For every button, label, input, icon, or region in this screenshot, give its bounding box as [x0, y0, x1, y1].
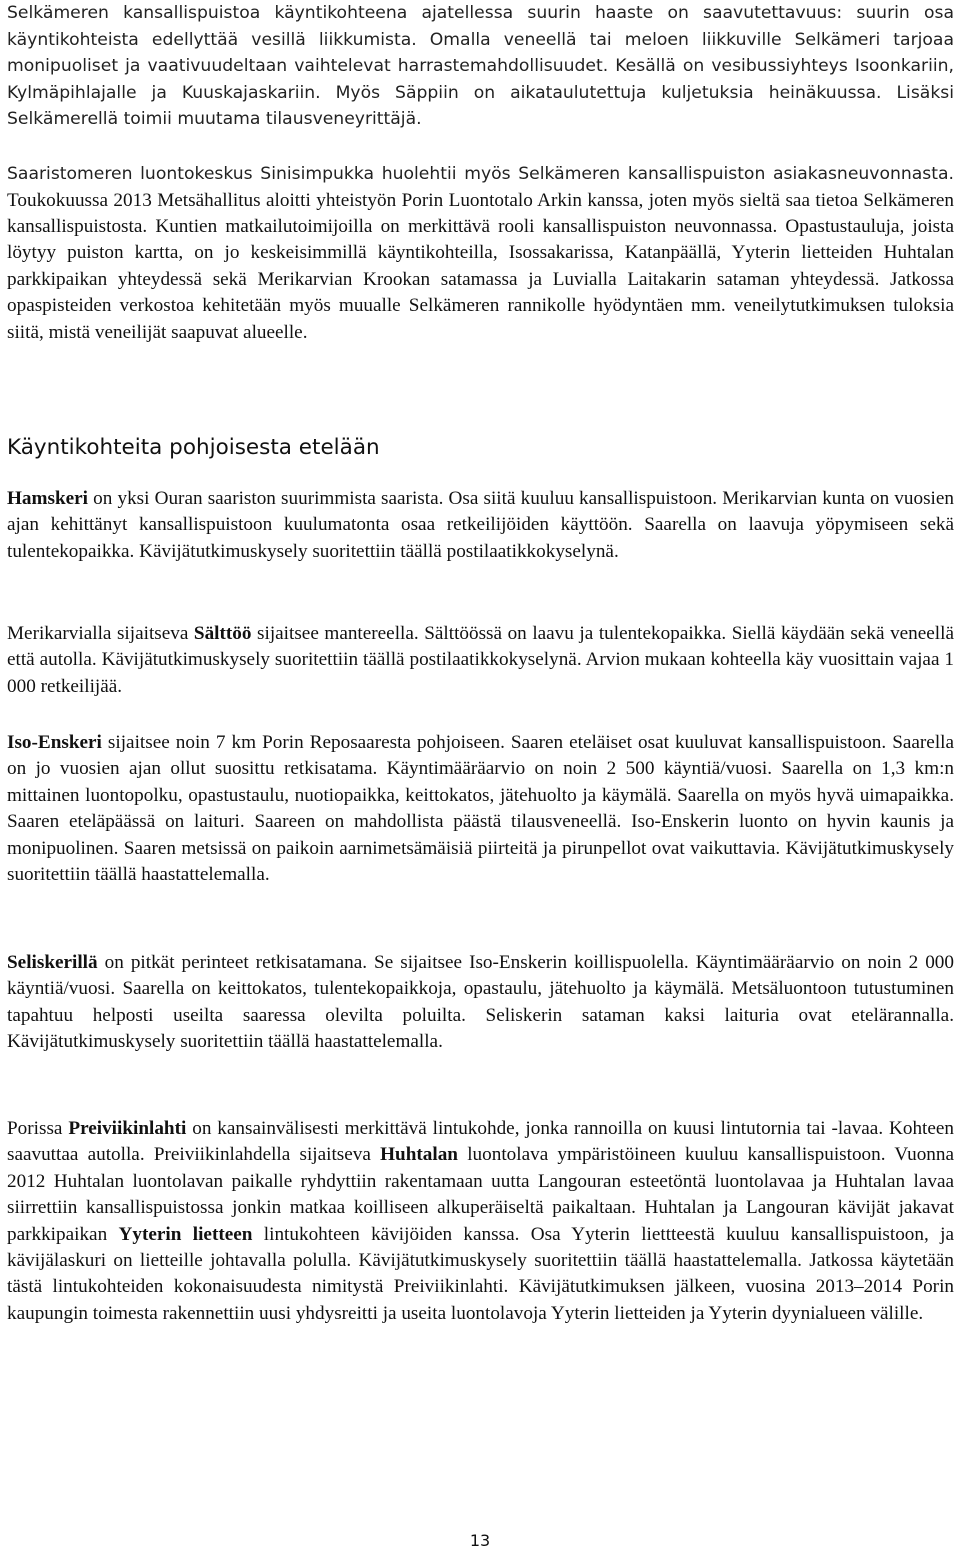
paragraph-seliskeri-text: on pitkät perinteet retkisatamana. Se sijaitsee Iso-Enskerin koillispuolella. Käyntimääräarvio on noin 2 000 käyntiä/vuosi. Saarella on keittokatos, tulentekopaikkoja, opastaulu, jätehuolto ja käymälä. Metsäluontoon tutustuminen tapahtuu helposti useilta saaressa olevilta poluilta. Seliskerin sataman kaksi laituria ovat etelärannalla. Kävijätutkimuskysely suoritettiin täällä haastattelemalla. — [7, 952, 954, 1053]
paragraph-visitor-services-intro: Saaristomeren luontokeskus Sinisimpukka huolehtii myös Selkämeren kansallispuiston asiakasneuvonnasta. — [7, 164, 954, 184]
page-number: 13 — [469, 1531, 491, 1550]
paragraph-iso-enskeri — [7, 730, 954, 888]
paragraph-salttoo-text: sijaitsee mantereella. Sälttöössä on laavu ja tulentekopaikka. Siellä käydään sekä veneellä että autolla. Kävijätutkimuskysely suoritettiin täällä postilaatikkokyselynä. Arvion mukaan kohteella käy vuosittain vajaa 1 000 retkeilijää. — [7, 623, 954, 697]
paragraph-preiviikinlahti — [7, 1116, 954, 1327]
paragraph-preiviikinlahti-text-3: lintukohteen kävijöiden kanssa. Osa Yyterin liettteestä kuuluu kansallispuistoon, ja kävijälaskuri on lietteille johtavalla polulla. Kävijätutkimuskysely suoritettiin täällä haastattelemalla. Jatkossa käytetään tästä lintukohteiden kokonaisuudesta nimitystä Preiviikinlahti. Kävijätutkimuksen jälkeen, vuosina 2013–2014 Porin kaupungin toimesta rakennettiin uusi yhdysreitti ja useita luontolavoja Yyterin lietteiden ja Yyterin dyynialueen välille. — [7, 1223, 954, 1324]
section-heading: Käyntikohteita pohjoisesta etelään — [7, 435, 380, 460]
paragraph-visitor-services-body: Toukokuussa 2013 Metsähallitus aloitti yhteistyön Porin Luontotalo Arkin kanssa, joten myös sieltä saa tietoa Selkämeren kansallispuistosta. Kuntien matkailutoimijoilla on merkittävä rooli kansallispuiston neuvonnassa. Opastustauluja, joista löytyy puiston kartta, on jo keskeisimmillä käyntikohteilla, Isossakarissa, Katanpäällä, Yyterin lietteiden Huhtalan parkkipaikan yhteydessä sekä Merikarvian Krookan satamassa ja Luvialla Laitakarin sataman yhteydessä. Jatkossa opaspisteiden verkostoa kehitetään myös muualle Selkämeren rannikolle hyödyntäen mm. veneilytutkimuksen tuloksia siitä, mistä veneilijät saapuvat alueelle. — [7, 189, 954, 343]
paragraph-preiviikinlahti-text-2: luontolava ympäristöineen kuuluu kansallispuistoon. Vuonna 2012 Huhtalan luontolavan paikalle ryhdyttiin rakentamaan uutta Langouran esteetöntä luontolavaa ja Huhtalan lavaa siirrettiin kansallispuistossa jonkin matkaa koilliseen alkuperäiseltä paikaltaan. Huhtalan ja Langouran kävijät jakavat parkkipaikan — [7, 1144, 955, 1245]
paragraph-hamskeri — [7, 486, 954, 565]
paragraph-salttoo — [7, 621, 954, 700]
paragraph-accessibility: Selkämeren kansallispuistoa käyntikohteena ajatellessa suurin haaste on saavutettavuus: suurin osa käyntikohteista edellyttää vesillä liikkumista. Omalla veneellä tai meloen liikkuville Selkämeri tarjoaa monipuoliset ja vaativuudeltaan vaihtelevat harrastemahdollisuudet. Kesällä on vesibussiyhteys Isoonkariin, Kylmäpihlajalle ja Kuuskajaskariin. Myös Säppiin on aikataulutettuja kuljetuksia heinäkuussa. Lisäksi Selkämerellä toimii muutama tilausveneyrittäjä. — [7, 3, 954, 129]
paragraph-salttoo-lead: Merikarvialla sijaitseva — [7, 623, 194, 644]
place-name-seliskeri: Seliskerillä — [7, 952, 98, 973]
paragraph-hamskeri-text: on yksi Ouran saariston suurimmista saarista. Osa siitä kuuluu kansallispuistoon. Merikarvian kunta on vuosien ajan kehittänyt kansallispuistoon kuulumatonta osaa retkeilijöiden käyttöön. Saarella on laavuja yöpymiseen sekä tulentekopaikka. Kävijätutkimuskysely suoritettiin täällä postilaatikkokyselynä. — [7, 488, 954, 562]
place-name-huhtala: Huhtalan — [380, 1144, 458, 1166]
place-name-salttoo: Sälttöö — [193, 623, 252, 644]
place-name-preiviikinlahti: Preiviikinlahti — [68, 1118, 187, 1139]
paragraph-preiviikinlahti-lead: Porissa — [7, 1118, 69, 1139]
paragraph-preiviikinlahti-text-1: on kansainvälisesti merkittävä lintukohde, jonka rannoilla on kuusi lintutornia tai -lavaa. Kohteen saavuttaa autolla. Preiviikinlahdella sijaitseva — [7, 1118, 955, 1166]
place-name-yyterin-liete: Yyterin lietteen — [118, 1223, 253, 1245]
paragraph-visitor-services — [7, 161, 954, 346]
paragraph-seliskeri — [7, 950, 954, 1056]
place-name-iso-enskeri: Iso-Enskeri — [7, 732, 102, 753]
place-name-hamskeri: Hamskeri — [7, 488, 89, 509]
paragraph-iso-enskeri-text: sijaitsee noin 7 km Porin Reposaaresta pohjoiseen. Saaren eteläiset osat kuuluvat kansallispuistoon. Saarella on jo vuosien ajan ollut suosittu retkisatama. Käyntimääräarvio on noin 2 500 käyntiä/vuosi. Saarella on 1,3 km:n mittainen luontopolku, opastustaulu, nuotiopaikka, keittokatos, jätehuolto ja käymälä. Saarella on myös hyvä uimapaikka. Saaren eteläpäässä on laituri. Saareen on mahdollista päästä tilausveneellä. Iso-Enskerin luonto on hyvin kaunis ja monipuolinen. Saaren metsissä on paikoin aarnimetsämäisiä piirteitä ja pirunpellot ovat vaikuttavia. Kävijätutkimuskysely suoritettiin täällä haastattelemalla. — [7, 732, 954, 886]
